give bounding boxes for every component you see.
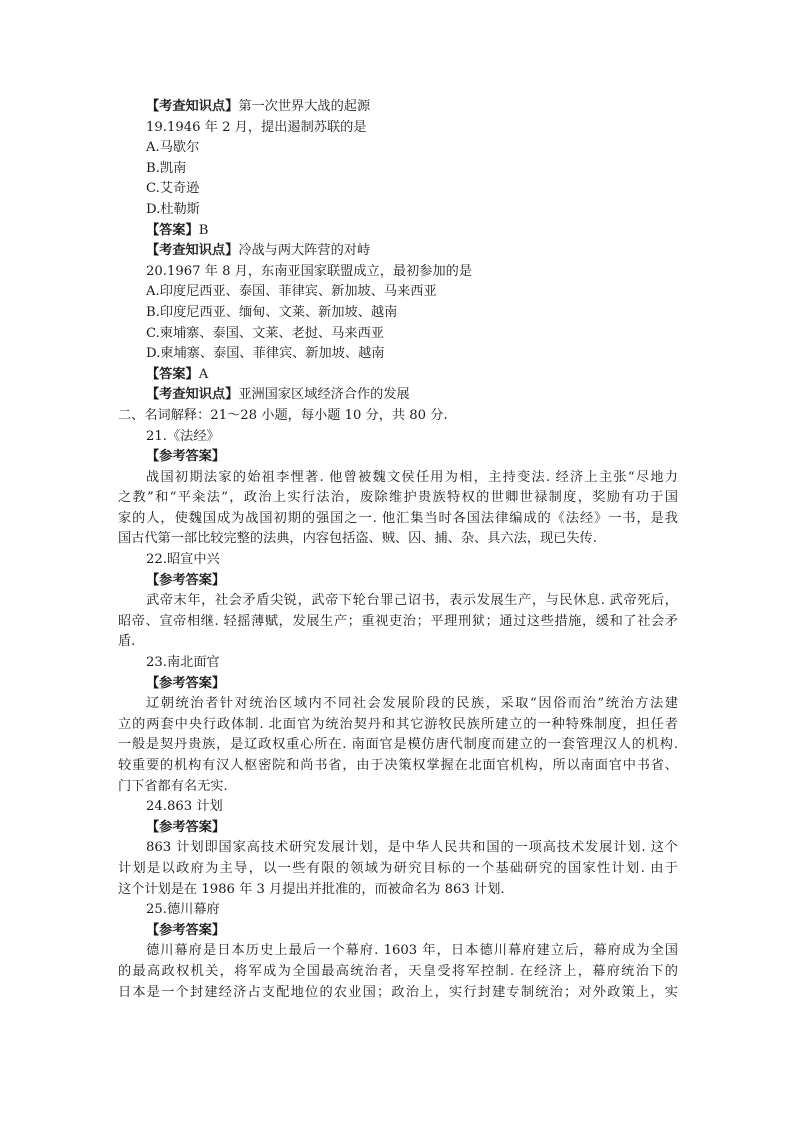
line-text: 19.1946 年 2 月，提出遏制苏联的是 — [146, 119, 367, 135]
line-text: 24.863 计划 — [146, 799, 223, 815]
line-text: 863 计划即国家高技术研究发展计划，是中华人民共和国的一项高技术发展计划. 这个 — [146, 840, 678, 856]
text-line-l16 — [118, 406, 678, 427]
line-text: 22.昭宣中兴 — [146, 552, 220, 568]
text-line-l44 — [118, 983, 678, 1004]
text-line-l36 — [118, 818, 678, 839]
text-line-l41 — [118, 921, 678, 942]
line-text: 20.1967 年 8 月，东南亚国家联盟成立，最初参加的是 — [146, 263, 473, 279]
text-line-l38 — [118, 859, 678, 880]
section-label: 【参考答案】 — [146, 819, 226, 835]
text-line-l32 — [118, 735, 678, 756]
line-text: 日本是一个封建经济占支配地位的农业国；政治上，实行封建专制统治；对外政策上，实 — [118, 984, 678, 1000]
section-label: 【参考答案】 — [146, 675, 226, 691]
line-text: C.柬埔寨、泰国、文莱、老挝、马来西亚 — [146, 325, 384, 341]
line-text: 二、名词解释：21～28 小题，每小题 10 分，共 80 分. — [118, 407, 448, 423]
line-text: A — [198, 366, 209, 382]
line-text: B — [198, 222, 209, 238]
text-line-l17 — [118, 427, 678, 448]
text-line-l19 — [118, 468, 678, 489]
text-line-l25 — [118, 591, 678, 612]
line-text: 较重要的机构有汉人枢密院和尚书省，由于决策权掌握在北面官机构，所以南面官中书省、 — [118, 758, 678, 773]
line-text: 德川幕府是日本历史上最后一个幕府. 1603 年，日本德川幕府建立后，幕府成为全国 — [146, 943, 678, 959]
line-text: 门下省都有名无实. — [118, 778, 228, 794]
text-line-l43 — [118, 962, 678, 983]
text-line-l28 — [118, 653, 678, 674]
line-text: 武帝末年，社会矛盾尖锐，武帝下轮台罪己诏书，表示发展生产，与民休息. 武帝死后， — [146, 593, 678, 609]
text-line-l03 — [118, 138, 678, 159]
line-text: 辽朝统治者针对统治区域内不同社会发展阶段的民族，采取“因俗而治”统治方法建 — [146, 696, 678, 712]
section-label: 【考查知识点】 — [146, 99, 239, 114]
line-text: 亚洲国家区域经济合作的发展 — [238, 387, 410, 403]
line-text: 盾. — [118, 634, 136, 650]
text-line-l05 — [118, 179, 678, 200]
text-line-l29 — [118, 674, 678, 695]
text-line-l04 — [118, 159, 678, 180]
text-line-l13 — [118, 344, 678, 365]
line-text: D.柬埔寨、泰国、菲律宾、新加坡、越南 — [146, 346, 385, 362]
text-line-l34 — [118, 777, 678, 798]
section-label: 【答案】 — [146, 366, 199, 382]
section-label: 【参考答案】 — [146, 572, 226, 588]
text-line-l09 — [118, 262, 678, 283]
text-line-l02 — [118, 118, 678, 139]
line-text: D.杜勒斯 — [146, 201, 200, 217]
line-text: 冷战与两大阵营的对峙 — [238, 243, 371, 259]
line-text: B.凯南 — [146, 160, 187, 176]
text-line-l11 — [118, 303, 678, 324]
text-line-l23 — [118, 550, 678, 571]
text-line-l37 — [118, 838, 678, 859]
text-line-l21 — [118, 509, 678, 530]
line-text: A.马歇尔 — [146, 140, 200, 156]
text-line-l35 — [118, 797, 678, 818]
section-label: 【参考答案】 — [146, 922, 226, 938]
line-text: 21.《法经》 — [146, 428, 220, 444]
section-label: 【参考答案】 — [146, 449, 226, 465]
document-body — [118, 97, 678, 1003]
line-text: B.印度尼西亚、缅甸、文莱、新加坡、越南 — [146, 304, 398, 320]
text-line-l01 — [118, 97, 678, 118]
text-line-l33 — [118, 756, 678, 777]
text-line-l06 — [118, 200, 678, 221]
line-text: 家的人，使魏国成为战国初期的强国之一. 他汇集当时各国法律编成的《法经》一书，是我 — [118, 510, 678, 526]
text-line-l30 — [118, 694, 678, 715]
text-line-l08 — [118, 241, 678, 262]
line-text: 第一次世界大战的起源 — [238, 99, 371, 114]
line-text: 之教”和“平籴法”，政治上实行法治，废除维护贵族特权的世卿世禄制度，奖励有功于国 — [118, 490, 678, 506]
text-line-l27 — [118, 632, 678, 653]
text-line-l10 — [118, 282, 678, 303]
text-line-l22 — [118, 529, 678, 550]
line-text: C.艾奇逊 — [146, 181, 200, 197]
text-line-l14 — [118, 365, 678, 386]
text-line-l31 — [118, 715, 678, 736]
line-text: 国古代第一部比较完整的法典，内容包括盗、贼、囚、捕、杂、具六法，现已失传. — [118, 531, 597, 547]
text-line-l39 — [118, 880, 678, 901]
text-line-l18 — [118, 447, 678, 468]
line-text: 昭帝、宣帝相继. 轻摇薄赋，发展生产；重视吏治；平理刑狱；通过这些措施，缓和了社会矛 — [118, 613, 678, 629]
line-text: 一般是契丹贵族，是辽政权重心所在. 南面官是模仿唐代制度而建立的一套管理汉人的机构. — [118, 737, 678, 753]
text-line-l15 — [118, 385, 678, 406]
line-text: A.印度尼西亚、泰国、菲律宾、新加坡、马来西亚 — [146, 284, 437, 300]
line-text: 的最高政权机关，将军成为全国最高统治者，天皇受将军控制. 在经济上，幕府统治下的 — [118, 963, 678, 979]
line-text: 23.南北面官 — [146, 655, 220, 671]
section-label: 【答案】 — [146, 222, 199, 238]
text-line-l20 — [118, 488, 678, 509]
section-label: 【考查知识点】 — [146, 387, 239, 403]
line-text: 25.德川幕府 — [146, 902, 220, 918]
text-line-l40 — [118, 900, 678, 921]
line-text: 计划是以政府为主导，以一些有限的领域为研究目标的一个基础研究的国家性计划. 由于 — [118, 860, 678, 876]
text-line-l24 — [118, 571, 678, 592]
text-line-l12 — [118, 324, 678, 345]
line-text: 这个计划是在 1986 年 3 月提出并批准的，而被命名为 863 计划. — [118, 881, 505, 897]
text-line-l42 — [118, 941, 678, 962]
section-label: 【考查知识点】 — [146, 243, 239, 259]
text-line-l26 — [118, 612, 678, 633]
text-line-l07 — [118, 221, 678, 242]
line-text: 立的两套中央行政体制. 北面官为统治契丹和其它游牧民族所建立的一种特殊制度，担任者 — [118, 716, 678, 732]
line-text: 战国初期法家的始祖李悝著. 他曾被魏文侯任用为相，主持变法. 经济上主张“尽地力 — [146, 469, 678, 485]
